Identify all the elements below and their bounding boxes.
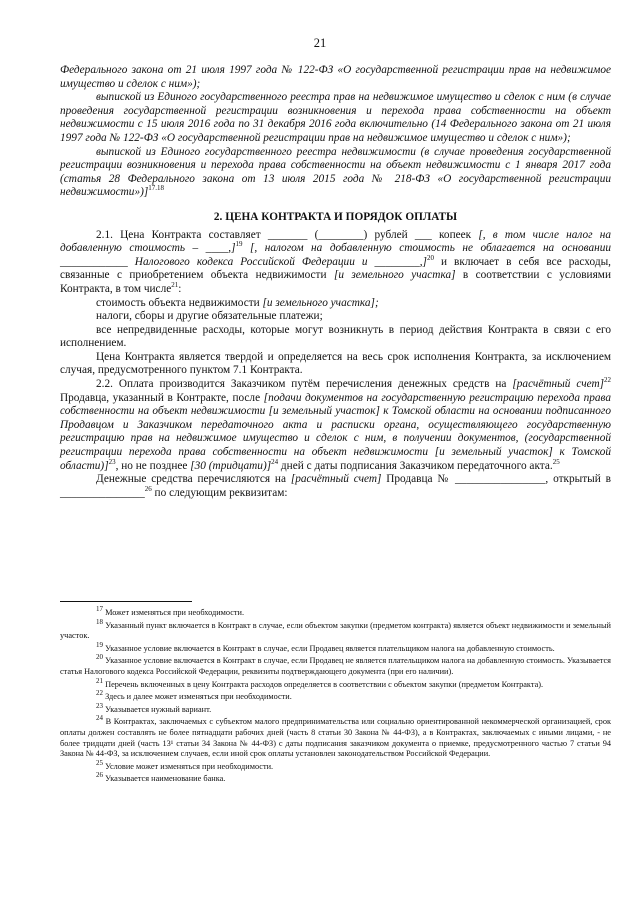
footnote-ref: 17.18	[148, 184, 164, 193]
page-number: 21	[313, 36, 327, 50]
paragraph-law-reference: Федерального закона от 21 июля 1997 года № 122-ФЗ «О государственной регистрации прав на недвижимое имущество и сделок с ним»);	[60, 64, 611, 90]
footnote: $^{21}$ Перечень включенных в цену Контракта расходов определяется в соответствии с объектом закупки (предметом Контракта).	[96, 676, 544, 689]
footnote-ref: 20	[426, 253, 434, 262]
footnote: $^{22}$ Здесь и далее может изменяться при необходимости.	[96, 689, 292, 702]
footnote: $^{26}$ Указывается наименование банка.	[96, 771, 226, 784]
paragraph-extract-rights-registry: выпиской из Единого государственного реестра прав на недвижимое имущество и сделок с ним (в случае проведения государственной регистрации возникновения и перехода права собственности на объект недвижимости с 15 июля 2016 года по 31 декабря 2016 года включительно (14 Федерального закона от 21 июля 1997 года № 122-ФЗ «О государственной регистрации прав на недвижимое имущество и сделок с ним»);	[60, 91, 611, 144]
paragraph-fixed-price: Цена Контракта является твердой и определяется на весь срок исполнения Контракта, за исключением случая, предусмотренного пунктом 7.1 Контракта.	[60, 350, 611, 377]
footnote: $^{19}$ Указанное условие включается в Контракт в случае, если Продавец является плательщиком налога на добавленную стоимость.	[96, 641, 555, 653]
footnote-ref: 19	[235, 240, 243, 249]
list-item: налоги, сборы и другие обязательные платежи;	[96, 310, 323, 323]
footnote: $^{17}$ Может изменяться при необходимости.	[96, 605, 245, 617]
footnote: $^{20}$ Указанное условие включается в Контракт в случае, если Продавец не является плательщиком налога на добавленную стоимость. Указывается статья Налогового кодекса Российской Федерации, реквизиты подтверждающего документа (при его наличии).	[60, 653, 611, 676]
main-text	[60, 64, 611, 500]
footnote: $^{25}$ Условие может изменяться при необходимости.	[96, 758, 274, 771]
footnote: $^{23}$ Указывается нужный вариант.	[96, 701, 212, 714]
footnote-ref: 25	[552, 457, 560, 466]
list-item: все непредвиденные расходы, которые могут возникнуть в период действия Контракта в связи с его исполнением.	[60, 323, 611, 350]
footnote-ref: 23	[108, 457, 116, 466]
footnote: $^{18}$ Указанный пункт включается в Контракт в случае, если объектом закупки (предметом контракта) является объект недвижимости и земельный участок.	[60, 617, 611, 641]
section-heading: 2. ЦЕНА КОНТРАКТА И ПОРЯДОК ОПЛАТЫ	[213, 210, 458, 223]
list-item: стоимость объекта недвижимости [и земельного участка];	[96, 296, 379, 309]
footnote: $^{24}$ В Контрактах, заключаемых с субъектом малого предпринимательства или социально ориентированной некоммерческой организацией, срок оплаты должен составлять не более пятнадцати рабочих дней (часть 8 статьи 30 Закона № 44-ФЗ), а в Контрактах, заключаемых с иными лицами, - не более тридцати дней (часть 13¹ статьи 34 Закона № 44-ФЗ) с даты подписания заказчиком документа о приемке, предусмотренного частью 7 статьи 94 Закона № 44-ФЗ, за исключением случаев, если иной срок оплаты установлен законодательством Российской Федерации.	[60, 714, 611, 759]
paragraph-funds-transfer: Денежные средства перечисляются на [расчётный счет] Продавца № ________________, открытый в _______________$^{26}$ по следующим реквизитам:	[60, 473, 611, 499]
paragraph-2-1: 2.1. Цена Контракта составляет _______ (________) рублей ___ копеек [, в том числе налог на добавленную стоимость – ____,]$^{19}$ [, налогом на добавленную стоимость не облагается на основании ____________ Налогового кодекса Российской Федерации и ________,]$^{20}$ и включает в себя все расходы, связанные с приобретением объекта недвижимости [и земельного участка] в соответствии с условиями Контракта, в том числе$^{21}$:	[60, 228, 611, 295]
footnote-ref: 21	[171, 281, 179, 290]
footnote-ref: 26	[144, 485, 152, 494]
footnote-separator	[60, 601, 192, 602]
paragraph-2-2: 2.2. Оплата производится Заказчиком путём перечисления денежных средств на [расчётный счет]$^{22}$ Продавца, указанный в Контракте, после [подачи документов на государственную регистрацию перехода права собственности на объект недвижимости [и земельный участок] к Томской области на основании подписанного Продавцом и Заказчиком передаточного акта и расписки органа, осуществляющего государственную регистрацию прав на недвижимое имущество и сделок с ним, в получении документов, (государственной регистрации перехода права собственности на объект недвижимости [и земельный участок] к Томской области)]$^{23}$, но не позднее [30 (тридцати)]$^{24}$ дней с даты подписания Заказчиком передаточного акта.$^{25}$	[60, 376, 611, 472]
paragraph-extract-real-estate-registry: выпиской из Единого государственного реестра недвижимости (в случае проведения государственной регистрации возникновения и перехода права собственности на объект недвижимости с 1 января 2017 года (статья 28 Федерального закона от 13 июля 2015 года № 218-ФЗ «О государственной регистрации недвижимости»)]$^{17.18}$	[60, 145, 611, 199]
footnote-ref: 24	[271, 457, 279, 466]
footnotes	[60, 605, 611, 787]
footnote-ref: 22	[604, 376, 611, 385]
